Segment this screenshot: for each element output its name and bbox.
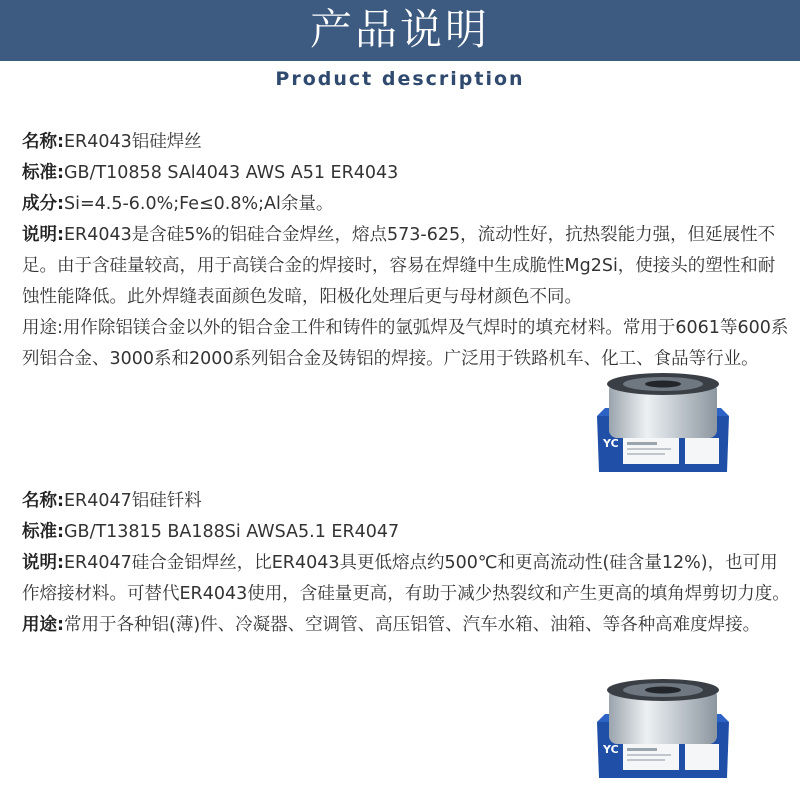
usage-label: 用途: — [22, 615, 64, 635]
description-value: ER4043是含硅5%的铝硅合金焊丝，熔点573-625，流动性好，抗热裂能力强，但延展性不足。由于含硅量较高，用于高镁合金的焊接时，容易在焊缝中生成脆性Mg2Si，使接头的塑性和耐蚀性能降低。此外焊缝表面颜色发暗，阳极化处理后更与母材颜色不同。 — [22, 225, 776, 307]
header-band — [0, 0, 800, 61]
standard-value: GB/T10858 SAl4043 AWS A51 ER4043 — [64, 163, 399, 183]
usage-row — [22, 313, 792, 375]
standard-label: 标准: — [22, 163, 64, 183]
name-row — [22, 127, 792, 158]
name-row — [22, 486, 792, 517]
description-value: ER4047硅合金铝焊丝，比ER4043具更低熔点约500℃和更高流动性(硅含量12%)，也可用作熔接材料。可替代ER4043使用，含硅量更高，有助于减少热裂纹和产生更高的填角焊剪切力度。 — [22, 553, 790, 604]
usage-row — [22, 610, 792, 641]
page-title: 产品说明 — [309, 5, 490, 54]
description-row — [22, 548, 792, 610]
svg-text:YC: YC — [603, 743, 619, 756]
standard-value: GB/T13815 BA188Si AWSA5.1 ER4047 — [64, 522, 400, 542]
usage-value: 常用于各种铝(薄)件、冷凝器、空调管、高压铝管、汽车水箱、油箱、等各种高难度焊接。 — [64, 615, 761, 635]
name-value: ER4047铝硅钎料 — [64, 491, 202, 511]
page-subtitle: Product description — [275, 68, 525, 90]
standard-label: 标准: — [22, 522, 64, 542]
composition-row — [22, 189, 792, 220]
composition-label: 成分: — [22, 194, 64, 214]
description-label: 说明: — [22, 225, 64, 245]
description-label: 说明: — [22, 553, 64, 573]
product-section-er4047 — [22, 486, 792, 641]
name-value: ER4043铝硅焊丝 — [64, 132, 202, 152]
standard-row — [22, 517, 792, 548]
wire-spool-image — [593, 678, 733, 778]
wire-spool-image — [593, 372, 733, 472]
product-section-er4043 — [22, 127, 792, 375]
name-label: 名称: — [22, 132, 64, 152]
usage-value: 用作除铝镁合金以外的铝合金工件和铸件的氩弧焊及气焊时的填充材料。常用于6061等600系列铝合金、3000系和2000系列铝合金及铸铝的焊接。广泛用于铁路机车、化工、食品等行业。 — [22, 318, 789, 369]
svg-text:YC: YC — [603, 437, 619, 450]
composition-value: Si=4.5-6.0%;Fe≤0.8%;Al余量。 — [64, 194, 334, 214]
usage-label: 用途: — [22, 318, 63, 338]
description-row — [22, 220, 792, 313]
name-label: 名称: — [22, 491, 64, 511]
standard-row — [22, 158, 792, 189]
